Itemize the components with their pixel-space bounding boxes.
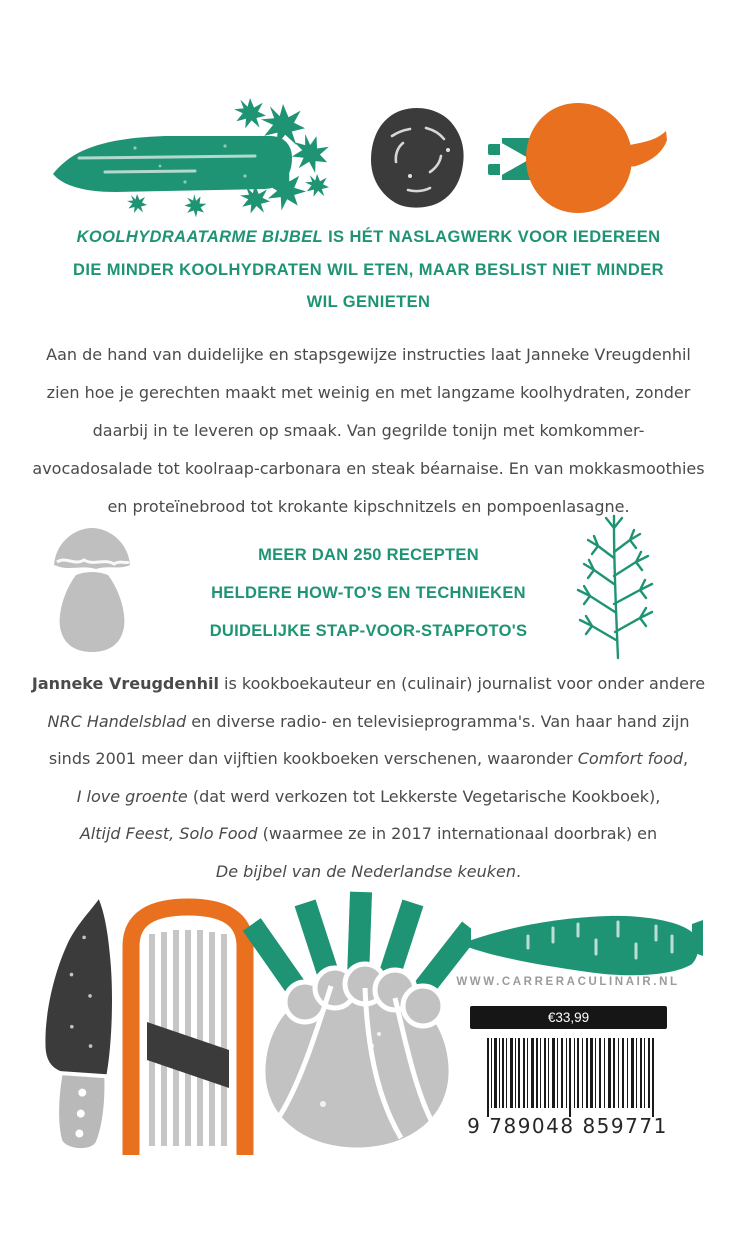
description-line: Aan de hand van duidelijke en stapsgewijze instructies laat Janneke Vreugdenhil: [46, 345, 691, 364]
description-line: avocadosalade tot koolraap-carbonara en steak béarnaise. En van mokkasmoothies: [32, 459, 705, 478]
headline-line-1: KOOLHYDRAATARME BIJBEL IS HÉT NASLAGWERK VOOR IEDEREEN: [76, 228, 661, 246]
isbn-number: 9 789048 859771: [467, 1114, 668, 1138]
bio-line-3: sinds 2001 meer dan vijftien kookboeken verschenen, waaronder Comfort food,: [48, 749, 689, 768]
publisher-website: WWW.CARRERACULINAIR.NL: [456, 976, 680, 988]
mandoline-slicer-icon: [113, 892, 263, 1155]
description-paragraph: [28, 336, 709, 526]
courgette-icon: [45, 96, 330, 220]
headline: [20, 221, 717, 319]
author-name: Janneke Vreugdenhil: [31, 674, 219, 693]
book-title: KOOLHYDRAATARME BIJBEL: [76, 228, 324, 246]
barcode: [487, 1038, 657, 1118]
highlight-line: HELDERE HOW-TO'S EN TECHNIEKEN: [211, 584, 526, 602]
fennel-bulb-icon: [243, 886, 471, 1156]
bio-line-5: Altijd Feest, Solo Food (waarmee ze in 2017 internationaal doorbrak) en: [79, 824, 658, 843]
beet-icon: [486, 100, 668, 216]
bio-line-4: I love groente (dat werd verkozen tot Lekkerste Vegetarische Kookboek),: [76, 786, 661, 806]
description-line: en proteïnebrood tot krokante kipschnitzels en pompoenlasagne.: [107, 497, 630, 516]
celeriac-icon: [368, 106, 466, 210]
headline-line-3: WIL GENIETEN: [306, 293, 431, 311]
price-badge: €33,99: [470, 1006, 667, 1029]
headline-line-2: DIE MINDER KOOLHYDRATEN WIL ETEN, MAAR BESLIST NIET MINDER: [73, 260, 664, 279]
bio-line-2: NRC Handelsblad en diverse radio- en televisieprogramma's. Van haar hand zijn: [47, 711, 690, 731]
description-line: zien hoe je gerechten maakt met weinig en met langzame koolhydraten, zonder: [46, 383, 691, 402]
bio-line-6: De bijbel van de Nederlandse keuken.: [215, 861, 522, 881]
highlight-line: MEER DAN 250 RECEPTEN: [258, 546, 479, 564]
bio-line-1: Janneke Vreugdenhil is kookboekauteur en (culinair) journalist voor onder andere: [31, 674, 706, 693]
carrot-icon: [458, 896, 703, 988]
highlights: [120, 536, 617, 650]
dill-sprig-icon: [552, 512, 682, 662]
author-bio: [28, 665, 709, 890]
description-line: daarbij in te leveren op smaak. Van gegrilde tonijn met komkommer-: [92, 421, 645, 440]
highlight-line: DUIDELIJKE STAP-VOOR-STAPFOTO'S: [209, 622, 528, 640]
